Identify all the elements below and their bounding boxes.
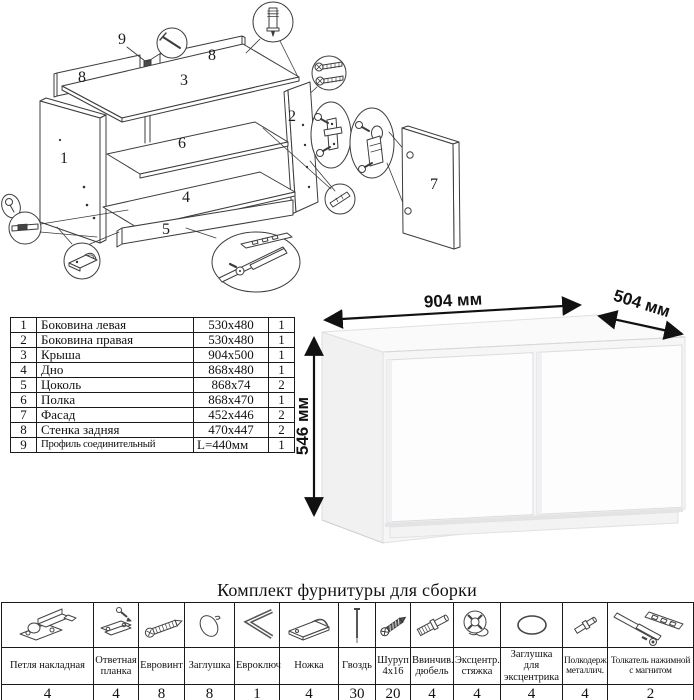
hardware-qty: 4: [2, 684, 94, 700]
part-name-cell: Боковина левая: [37, 318, 194, 333]
hardware-qty: 4: [280, 684, 339, 700]
part-name-cell: Дно: [37, 363, 194, 378]
hardware-qty: 4: [94, 684, 139, 700]
cabinet-body: [322, 315, 685, 543]
hardware-name: Евровинт: [139, 648, 185, 685]
left-side-panel: [40, 98, 106, 243]
push-opener-icon: [611, 604, 691, 646]
part-name-cell: Крыша: [37, 348, 194, 363]
hardware-names-row: [2, 648, 694, 685]
part-name-cell: Боковина правая: [37, 333, 194, 348]
depth-dimension-label: 504 мм: [611, 285, 673, 322]
hinge-plate-callout: [311, 102, 351, 168]
part-number-cell: 3: [11, 348, 37, 363]
part-label-5: 5: [162, 221, 170, 238]
push-opener-callout: [186, 228, 300, 292]
part-size-cell: 868x480: [194, 363, 269, 378]
cabinet-left-face: [322, 332, 383, 543]
cap-icon: [188, 604, 232, 646]
part-size-cell: L=440мм: [194, 438, 269, 453]
hardware-name: Евроключ: [235, 648, 280, 685]
confirmat-screw-icon: [140, 604, 184, 646]
part-name-cell: Профиль соединительный: [37, 438, 194, 453]
part-size-cell: 470x447: [194, 423, 269, 438]
hardware-qty: 4: [501, 684, 563, 700]
hardware-quantities-row: [2, 684, 694, 700]
hardware-name: Эксцентр. стяжка: [454, 648, 501, 685]
part-size-cell: 868x470: [194, 393, 269, 408]
width-dimension-label: 904 мм: [423, 289, 483, 312]
hardware-name: Ввинчив. дюбель: [411, 648, 454, 685]
part-label-9: 9: [118, 31, 126, 48]
foot-icon: [281, 604, 337, 646]
table-row: [11, 408, 295, 423]
table-row: [11, 318, 295, 333]
part-label-7: 7: [430, 176, 438, 193]
part-label-1: 1: [60, 150, 68, 167]
hardware-table: [1, 602, 694, 700]
hinge-arm-callout: [350, 108, 406, 208]
table-row: [11, 393, 295, 408]
part-label-2: 2: [288, 108, 296, 125]
part-number-cell: 4: [11, 363, 37, 378]
hardware-name: Полкодерж. металлич.: [563, 648, 608, 685]
hardware-icons-row: [2, 603, 694, 648]
cabinet-left-door: [387, 353, 533, 522]
cabinet-right-door: [537, 345, 682, 514]
part-number-cell: 8: [11, 423, 37, 438]
table-row: [11, 378, 295, 393]
part-number-cell: 5: [11, 378, 37, 393]
part-number-cell: 6: [11, 393, 37, 408]
part-qty-cell: 2: [269, 378, 295, 393]
assembled-cabinet-view: [290, 283, 694, 583]
part-qty-cell: 1: [269, 393, 295, 408]
part-name-cell: Цоколь: [37, 378, 194, 393]
hardware-name: Шуруп 4x16: [376, 648, 411, 685]
hardware-qty: 8: [139, 684, 185, 700]
part-size-cell: 868x74: [194, 378, 269, 393]
part-qty-cell: 1: [269, 318, 295, 333]
exploded-view-diagram: [0, 0, 483, 312]
cam-cap-icon: [503, 604, 561, 646]
hardware-qty: 30: [339, 684, 376, 700]
shelf-pin-icon: [564, 604, 606, 646]
table-row: [11, 348, 295, 363]
hardware-qty: 4: [563, 684, 608, 700]
hardware-qty: 1: [235, 684, 280, 700]
part-label-8a: 8: [78, 69, 86, 86]
cam-lock-icon: [455, 604, 500, 646]
part-label-4: 4: [182, 189, 190, 206]
nail-icon: [340, 604, 374, 646]
hardware-qty: 4: [454, 684, 501, 700]
hardware-name: Петля накладная: [2, 648, 94, 685]
hardware-qty: 2: [608, 684, 694, 700]
part-number-cell: 7: [11, 408, 37, 423]
part-qty-cell: 2: [269, 423, 295, 438]
hinge-icon: [12, 604, 84, 646]
hardware-name: Толкатель нажимной с магнитом: [608, 648, 694, 685]
hardware-qty: 4: [411, 684, 454, 700]
screw-icon: [377, 604, 410, 646]
hardware-kit-title: Комплект фурнитуры для сборки: [217, 580, 477, 600]
table-row: [11, 438, 295, 453]
hardware-qty: 8: [185, 684, 235, 700]
hardware-name: Ответная планка: [94, 648, 139, 685]
height-dimension-label: 546 мм: [293, 396, 312, 456]
part-number-cell: 9: [11, 438, 37, 453]
striker-plate-icon: [95, 604, 137, 646]
table-row: [11, 363, 295, 378]
hardware-name: Гвоздь: [339, 648, 376, 685]
right-door-edge-shade: [537, 352, 542, 514]
screw-in-dowel-icon: [412, 604, 453, 646]
hardware-name: Ножка: [280, 648, 339, 685]
part-size-cell: 452x446: [194, 408, 269, 423]
part-size-cell: 530x480: [194, 318, 269, 333]
part-label-6: 6: [178, 135, 186, 152]
part-name-cell: Стенка задняя: [37, 423, 194, 438]
part-label-3: 3: [180, 72, 188, 89]
part-qty-cell: 2: [269, 408, 295, 423]
hex-key-icon: [236, 604, 278, 646]
part-size-cell: 904x500: [194, 348, 269, 363]
part-label-8b: 8: [208, 47, 216, 64]
part-size-cell: 530x480: [194, 333, 269, 348]
hardware-name: Заглушка: [185, 648, 235, 685]
part-number-cell: 2: [11, 333, 37, 348]
table-row: [11, 333, 295, 348]
part-qty-cell: 1: [269, 438, 295, 453]
hardware-qty: 20: [376, 684, 411, 700]
table-row: [11, 423, 295, 438]
shelf-panel: [107, 122, 288, 178]
part-number-cell: 1: [11, 318, 37, 333]
part-qty-cell: 1: [269, 348, 295, 363]
part-name-cell: Фасад: [37, 408, 194, 423]
part-qty-cell: 1: [269, 333, 295, 348]
part-name-cell: Полка: [37, 393, 194, 408]
part-qty-cell: 1: [269, 363, 295, 378]
parts-table: [10, 317, 295, 453]
hardware-name: Заглушка для эксцентрика: [501, 648, 563, 685]
left-door-edge-shade: [387, 360, 392, 522]
